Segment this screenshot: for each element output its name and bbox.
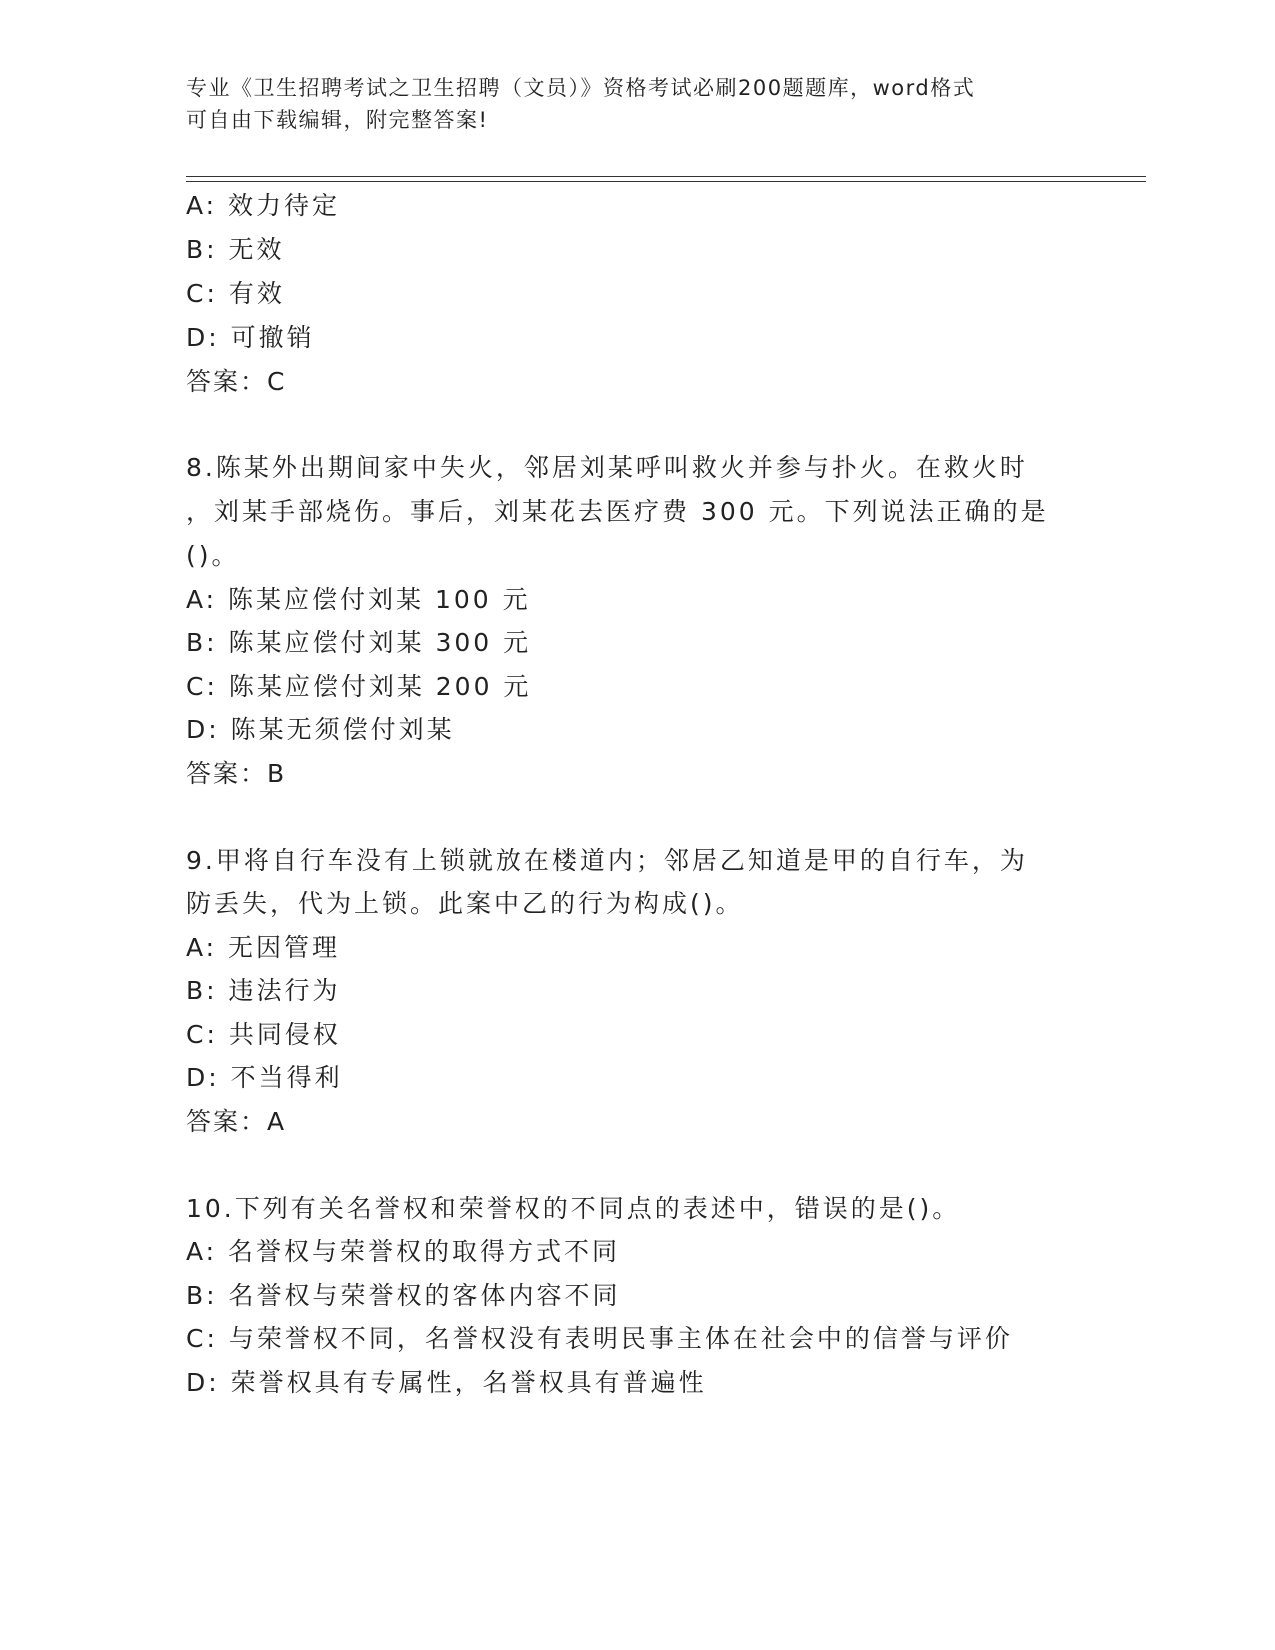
q8-stem-line-2: ，刘某手部烧伤。事后，刘某花去医疗费 300 元。下列说法正确的是 xyxy=(186,497,1049,526)
q8-option-d: D: 陈某无须偿付刘某 xyxy=(186,715,455,744)
q10-option-d: D: 荣誉权具有专属性，名誉权具有普遍性 xyxy=(186,1368,707,1397)
q9-stem-line-1: 9.甲将自行车没有上锁就放在楼道内；邻居乙知道是甲的自行车，为 xyxy=(186,846,1028,875)
q9-option-c: C: 共同侵权 xyxy=(186,1020,341,1049)
q7-option-d: D: 可撤销 xyxy=(186,323,315,352)
q8-stem-line-1: 8.陈某外出期间家中失火，邻居刘某呼叫救火并参与扑火。在救火时 xyxy=(186,453,1028,482)
q8-option-b: B: 陈某应偿付刘某 300 元 xyxy=(186,628,532,657)
q9-option-b: B: 违法行为 xyxy=(186,976,341,1005)
q9-option-d: D: 不当得利 xyxy=(186,1063,343,1092)
q8-option-a: A: 陈某应偿付刘某 100 元 xyxy=(186,585,531,614)
q8-stem-line-3: ()。 xyxy=(186,541,240,570)
q10-stem-line-1: 10.下列有关名誉权和荣誉权的不同点的表述中，错误的是()。 xyxy=(186,1194,961,1223)
q7-option-b: B: 无效 xyxy=(186,235,285,264)
q7-answer: 答案：C xyxy=(186,367,287,396)
q7-option-a: A: 效力待定 xyxy=(186,191,341,220)
header-line-1: 专业《卫生招聘考试之卫生招聘（文员）》资格考试必刷200题题库，word格式 xyxy=(186,76,976,100)
q10-option-a: A: 名誉权与荣誉权的取得方式不同 xyxy=(186,1237,621,1266)
q9-option-a: A: 无因管理 xyxy=(186,933,341,962)
q9-answer: 答案：A xyxy=(186,1107,287,1136)
q9-stem-line-2: 防丢失，代为上锁。此案中乙的行为构成()。 xyxy=(186,889,744,918)
q7-option-c: C: 有效 xyxy=(186,279,285,308)
q8-option-c: C: 陈某应偿付刘某 200 元 xyxy=(186,672,532,701)
document-header xyxy=(186,72,1066,136)
header-line-2: 可自由下载编辑，附完整答案! xyxy=(186,108,489,132)
header-divider-bottom xyxy=(186,181,1146,182)
q10-option-b: B: 名誉权与荣誉权的客体内容不同 xyxy=(186,1281,621,1310)
header-divider-top xyxy=(186,176,1146,177)
q10-option-c: C: 与荣誉权不同，名誉权没有表明民事主体在社会中的信誉与评价 xyxy=(186,1324,1013,1353)
q8-answer: 答案：B xyxy=(186,759,287,788)
